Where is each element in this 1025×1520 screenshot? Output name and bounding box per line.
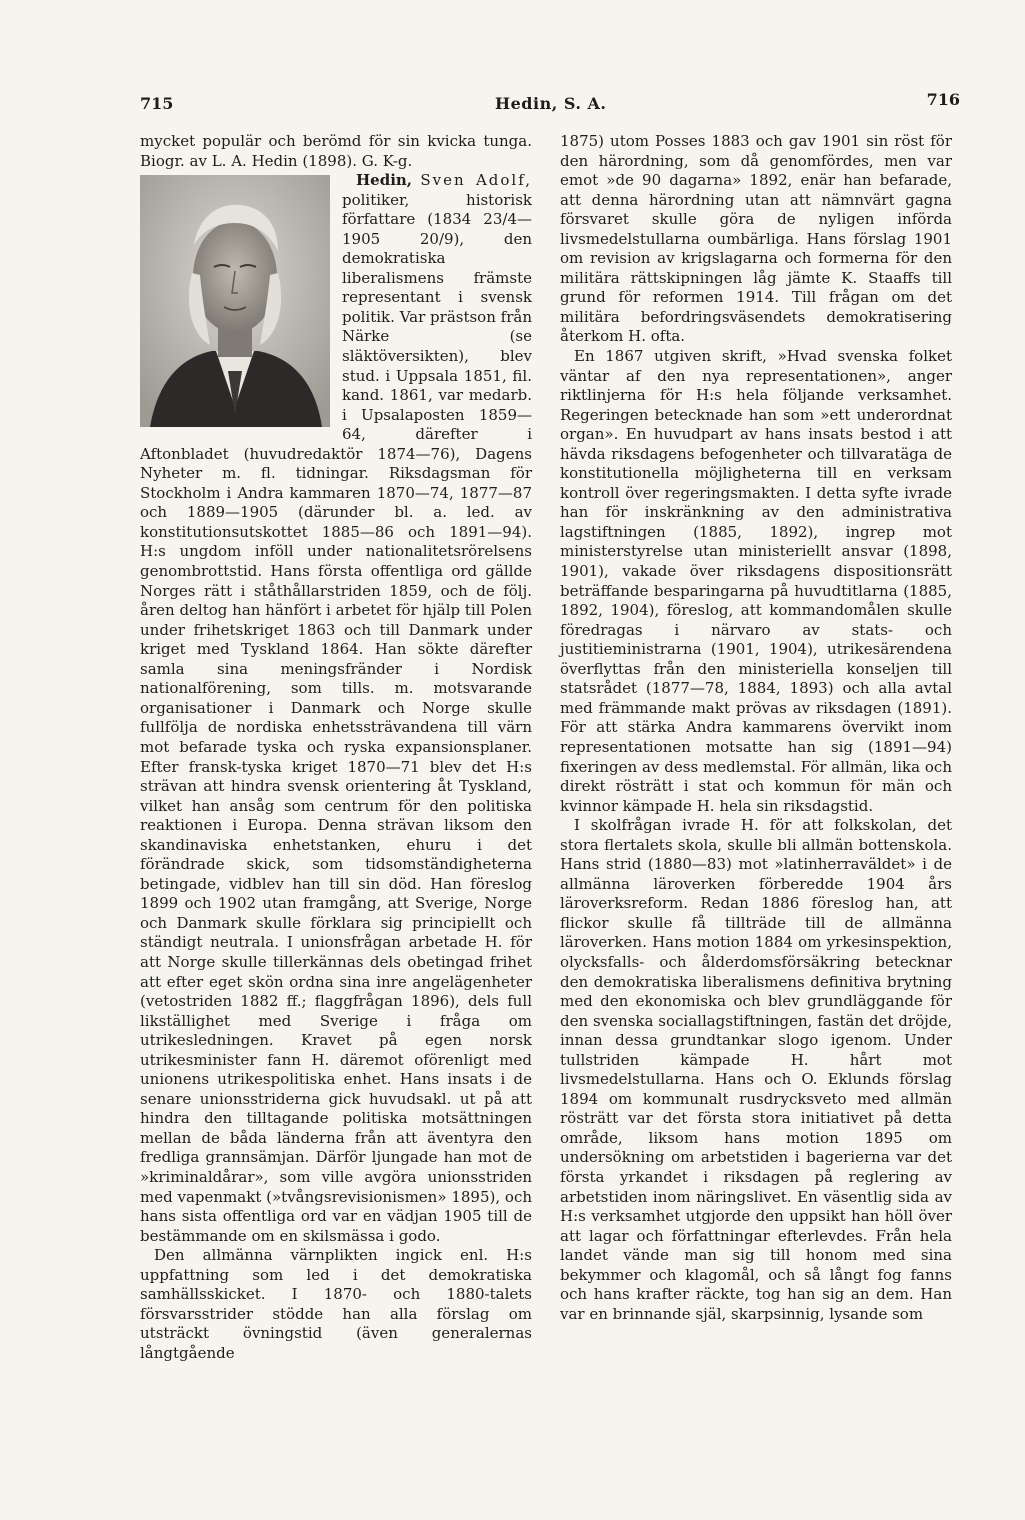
entry-text: politiker, historisk författare (1834 23/4—1905 20/9), den demokratiska liberalismens främste representant i svensk politik. Var prästson från Närke (se släktöversikten), blev stud. i Uppsala 1851, fil. kand. 1861, var medarb. i Upsalaposten 1859—64, därefter i Aftonbladet (huvudredaktör 1874—76), Dagens Nyheter m. fl. tidningar. Riksdagsman för Stockholm i Andra kammaren 1870—74, 1877—87 och 1889—1905 (därunder bl. a. led. av konstitutionsutskottet 1885—86 och 1891—94). H:s ungdom inföll under nationalitetsrörelsens genombrottstid. Hans första offentliga ord gällde Norges rätt i ståthållarstriden 1859, och de följ. åren deltog han hänfört i arbetet för hjälp till Polen under frihetskriget 1863 och till Danmark under kriget med Tyskland 1864. Han sökte därefter samla sina meningsfränder i Nordisk nationalförening, som tills. m. motsvarande organisationer i Danmark och Norge skulle fullfölja de nordiska enhetssträvandena till värn mot befarade tyska och ryska expansionsplaner. Efter fransk-tyska kriget 1870—71 blev det H:s strävan att hindra svensk orientering åt Tyskland, vilket han ansåg som centrum för den politiska reaktionen i Europa. Denna strävan liksom den skandinaviska enhetstanken, ehuru i det förändrade skick, som tidsomständigheterna betingade, vidblev han till sin död. Han föreslog 1899 och 1902 utan framgång, att Sverige, Norge och Danmark skulle förklara sig principiellt och ständigt neutrala. I unionsfrågan arbetade H. för att Norge skulle tillerkännas dels obetingad frihet att efter eget skön ordna sina inre angelägenheter (vetostriden 1882 ff.; flaggfrågan 1896), dels full likställighet med Sverige i fråga om utrikesledningen. Kravet på egen norsk utrikesminister fann H. däremot oförenligt med unionens utrikespolitiska enhet. Hans insats i de senare unionsstriderna gick huvudsakl. ut på att hindra den tilltagande politiska motsättningen mellan de båda länderna från att äventyra den fredliga grannsämjan. Därför ljungade han mot de »kriminaldårar», som ville avgöra unionsstriden med vapenmakt (»tvångsrevisionismen» 1895), och hans sista offentliga ord var en vädjan 1905 till de bestämmande om en skilsmässa i godo.	[140, 190, 532, 1245]
running-head: Hedin, S. A.	[495, 94, 607, 113]
portrait-photo	[140, 175, 330, 427]
page-number-left: 715	[140, 94, 174, 113]
right-column	[560, 132, 952, 1324]
paragraph: 1875) utom Posses 1883 och gav 1901 sin röst för den härordning, som då genomfördes, men var emot »de 90 dagarna» 1892, enär han befarade, att denna härordning utan att nämnvärt gagna försvaret skulle göra de nyligen införda livsmedelstullarna oumbärliga. Hans förslag 1901 om revision av krigslagarna och formerna för den militära rättskipningen låg jämte K. Staaffs till grund för reformen 1914. Till frågan om det militära befordringsväsendets demokratisering återkom H. ofta.	[560, 132, 952, 346]
paragraph: I skolfrågan ivrade H. för att folkskolan, det stora flertalets skola, skulle bli allmän bottenskola. Hans strid (1880—83) mot »latinherraväldet» i de allmänna läroverken förberedde 1904 års läroverksreform. Redan 1886 föreslog han, att flickor skulle få tillträde till de allmänna läroverken. Hans motion 1884 om yrkesinspektion, olycksfalls- och ålderdomsförsäkring betecknar den demokratiska liberalismens definitiva brytning med den ekonomiska och blev grundläggande för den svenska sociallagstiftningen, fastän det dröjde, innan dessa grundtankar slogo igenom. Under tullstriden kämpade H. hårt mot livsmedelstullarna. Hans och O. Eklunds förslag 1894 om kommunalt rusdrycksveto med allmän rösträtt var det första stora initiativet på detta område, liksom hans motion 1895 om undersökning om arbetstiden i bagerierna var det första yrkandet i riksdagen på reglering av arbetstiden inom näringslivet. En väsentlig sida av H:s verksamhet utgjorde den uppsikt han höll över att lagar och författningar efterlevdes. Från hela landet vände man sig till honom med sina bekymmer och klagomål, och så långt fog fanns och hans krafter räckte, tog han sig an dem. Han var en brinnande själ, skarpsinnig, lysande som	[560, 816, 952, 1323]
entry-name: Hedin,	[356, 171, 413, 190]
portrait-image	[140, 175, 330, 427]
paragraph: Den allmänna värnplikten ingick enl. H:s uppfattning som led i det demokratiska samhällsskicket. I 1870- och 1880-talets försvarsstrider stödde han alla förslag om utsträckt övningstid (även generalernas långtgående	[140, 1246, 532, 1362]
entry-given-names: Sven Adolf,	[420, 171, 532, 190]
page-header	[140, 90, 960, 118]
entry-paragraph	[140, 171, 532, 1246]
paragraph: En 1867 utgiven skrift, »Hvad svenska folket väntar af den nya representationen», anger riktlinjerna för H:s hela följande verksamhet. Regeringen betecknade han som »ett underordnat organ». En huvudpart av hans insats bestod i att hävda riksdagens befogenheter och tillvaratäga de konstitutionella möjligheterna till en verksam kontroll över regeringsmakten. I detta syfte ivrade han för inskränkning av den administrativa lagstiftningen (1885, 1892), ingrep mot ministerstyrelse utan ministeriellt ansvar (1898, 1901), vakade över riksdagens dispositionsrätt beträffande besparingarna på huvudtitlarna (1885, 1892, 1904), föreslog, att kommandomålen skulle föredragas i närvaro av stats- och justitieministrarna (1901, 1904), utrikesärendena överflyttas från den ministeriella konseljen till statsrådet (1877—78, 1884, 1893) och alla avtal med främmande makt prövas av riksdagen (1891). För att stärka Andra kammarens övervikt inom representationen motsatte han sig (1891—94) fixeringen av dess medlemstal. För allmän, lika och direkt rösträtt i stat och kommun för män och kvinnor kämpade H. hela sin riksdagstid.	[560, 347, 952, 815]
left-column	[140, 132, 532, 1363]
paragraph: mycket populär och berömd för sin kvicka tunga. Biogr. av L. A. Hedin (1898). G. K-g.	[140, 132, 532, 170]
page-number-right: 716	[926, 90, 960, 109]
